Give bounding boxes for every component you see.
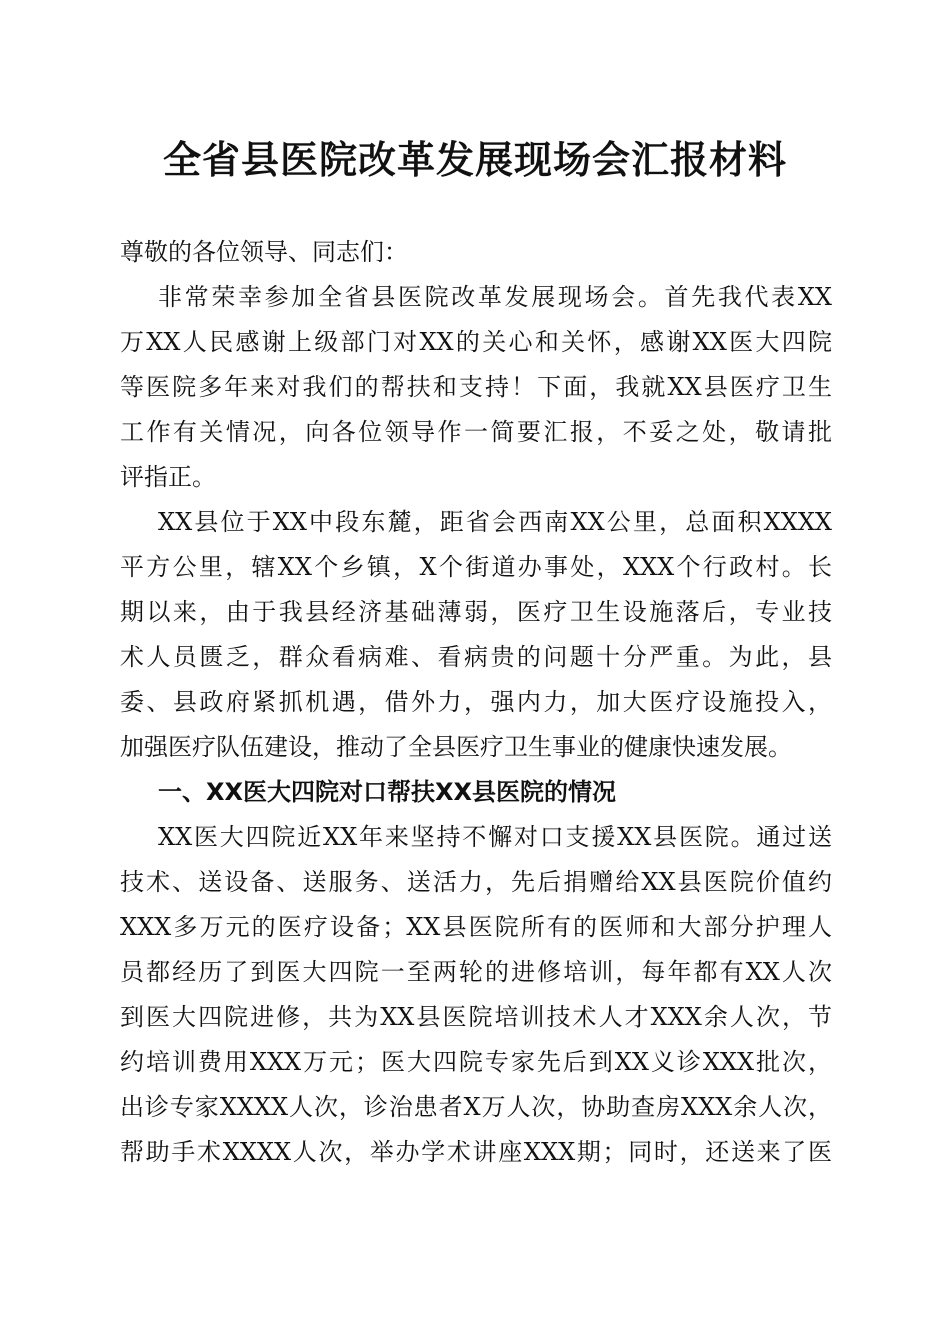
- paragraph-line: 工作有关情况，向各位领导作一简要汇报，不妥之处，敬请批: [120, 418, 832, 446]
- paragraph-line: XX医大四院近XX年来坚持不懈对口支援XX县医院。通过送: [158, 823, 832, 851]
- document-title: 全省县医院改革发展现场会汇报材料: [162, 137, 787, 182]
- paragraph-county-overview: [120, 500, 832, 770]
- paragraph-line: 万XX人民感谢上级部门对XX的关心和关怀，感谢XX医大四院: [120, 328, 832, 356]
- paragraph-line: 委、县政府紧抓机遇，借外力，强内力，加大医疗设施投入，: [120, 688, 832, 716]
- paragraph-line: 平方公里，辖XX个乡镇，X个街道办事处，XXX个行政村。长: [120, 553, 832, 581]
- document-body: [120, 230, 832, 1175]
- paragraph-line: 约培训费用XXX万元；医大四院专家先后到XX义诊XXX批次，: [120, 1048, 832, 1076]
- salutation: 尊敬的各位领导、同志们：: [120, 238, 408, 266]
- paragraph-line: 等医院多年来对我们的帮扶和支持！下面，我就XX县医疗卫生: [120, 373, 832, 401]
- paragraph-line: 技术、送设备、送服务、送活力，先后捐赠给XX县医院价值约: [120, 868, 832, 896]
- paragraph-line: XXX多万元的医疗设备；XX县医院所有的医师和大部分护理人: [120, 913, 832, 941]
- paragraph-line: 期以来，由于我县经济基础薄弱，医疗卫生设施落后，专业技: [120, 598, 832, 626]
- paragraph-line: 加强医疗队伍建设，推动了全县医疗卫生事业的健康快速发展。: [120, 733, 792, 761]
- paragraph-line: 术人员匮乏，群众看病难、看病贵的问题十分严重。为此，县: [120, 643, 832, 671]
- paragraph-line: 评指正。: [120, 463, 216, 491]
- paragraph-line: 员都经历了到医大四院一至两轮的进修培训，每年都有XX人次: [120, 958, 832, 986]
- paragraph-line: 出诊专家XXXX人次，诊治患者X万人次，协助查房XXX余人次，: [120, 1093, 832, 1121]
- paragraph-line: 非常荣幸参加全省县医院改革发展现场会。首先我代表XX: [158, 283, 832, 311]
- section-heading: 一、XX医大四院对口帮扶XX县医院的情况: [158, 778, 617, 806]
- paragraph-assistance: [120, 815, 832, 1175]
- paragraph-line: 到医大四院进修，共为XX县医院培训技术人才XXX余人次，节: [120, 1003, 832, 1031]
- paragraph-line: XX县位于XX中段东麓，距省会西南XX公里，总面积XXXX: [158, 508, 832, 536]
- paragraph-line: 帮助手术XXXX人次，举办学术讲座XXX期；同时，还送来了医: [120, 1138, 832, 1166]
- paragraph-intro: [120, 275, 832, 500]
